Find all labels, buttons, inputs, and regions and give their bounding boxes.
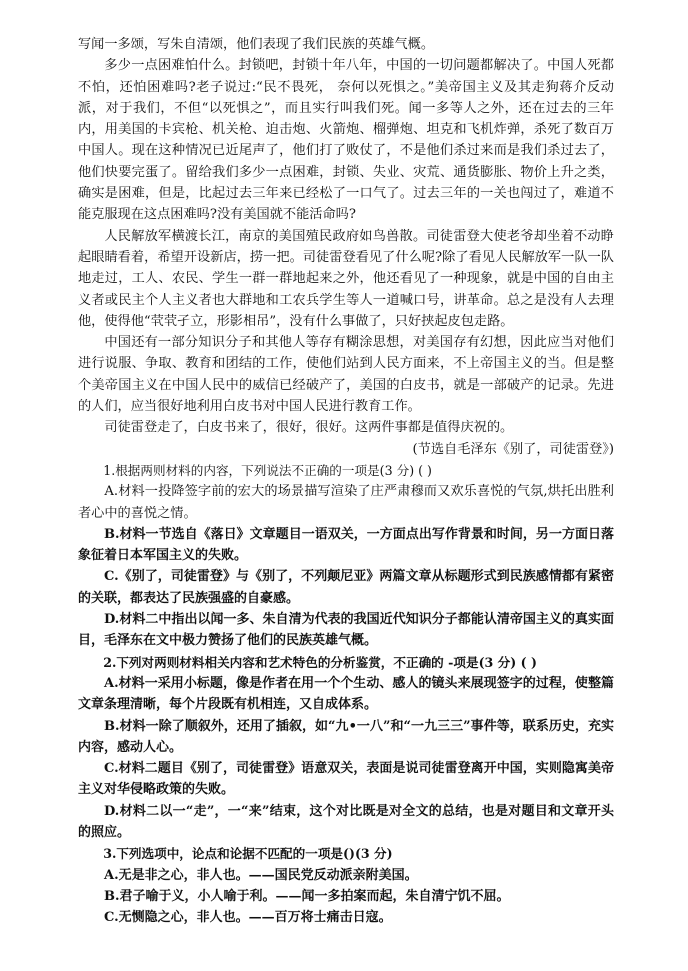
question-3-option-b: B.君子喻于义，小人喻于利。——闻一多拍案而起，朱自清宁饥不屈。 — [104, 888, 510, 904]
passage-paragraph-2: 人民解放军横渡长江，南京的美国殖民政府如鸟兽散。司徒雷登大使老爷却坐着不动睁起眼睛看着，希望开设新店，捞一把。司徒雷登看见了什么呢?除了看见人民解放军一队一队地走过，工人、农民、学生一群一群地起来之外，他还看见了一种现象，就是中国的自由主义者或民主个人主义者也大群地和工农兵学生等人一道喊口号，讲革命。总之是没有人去理他，使得他“茕茕孑立，形影相吊”，没有什么事做了，只好挟起皮包走路。 — [78, 228, 614, 329]
question-3-stem: 3.下列选项中，论点和论据不匹配的一项是()(3 分) — [103, 846, 393, 862]
question-2-stem: 2.下列对两则材料相关内容和艺术特色的分析鉴赏，不正确的 -项是(3 分) ( ) — [103, 654, 537, 670]
passage-paragraph-3: 中国还有一部分知识分子和其他人等存有糊涂思想，对美国存有幻想，因此应当对他们进行说服、争取、教育和团结的工作，使他们站到人民方面来，不上帝国主义的当。但是整个美帝国主义在中国人民中的威信已经破产了，美国的白皮书，就是一部破产的记录。先进的人们，应当很好地利用白皮书对中国人民进行教育工作。 — [78, 335, 614, 415]
passage-paragraph-4: 司徒雷登走了，白皮书来了，很好，很好。这两件事都是值得庆祝的。 — [104, 420, 514, 436]
question-2-option-d: D.材料二以一“走”，一“来”结束，这个对比既是对全文的总结，也是对题目和文章开头的照应。 — [78, 803, 614, 840]
question-1-stem: 1.根据两则材料的内容，下列说法不正确的一项是(3 分) ( ) — [103, 462, 432, 478]
question-2-option-b: B.材料一除了顺叙外，还用了插叙，如“九•一八”和“一九三三”事件等，联系历史，充实内容，感动人心。 — [78, 718, 614, 755]
question-3-option-a: A.无是非之心，非人也。——国民党反动派亲附美国。 — [104, 867, 418, 883]
question-2-option-a: A.材料一采用小标题，像是作者在用一个个生动、感人的镜头来展现签字的过程，使整篇文章条理清晰，每个片段既有机相连，又自成体系。 — [78, 675, 614, 713]
question-1-option-b: B.材料一节选自《落日》文章题目一语双关，一方面点出写作背景和时间，另一方面日落象征着日本军国主义的失败。 — [78, 526, 614, 564]
passage-paragraph-0: 写闻一多颂，写朱自清颂，他们表现了我们民族的英雄气概。 — [78, 37, 435, 52]
question-3-option-c: C.无恻隐之心，非人也。——百万将士痛击日寇。 — [104, 910, 392, 926]
passage-paragraph-1: 多少一点困难怕什么。封锁吧，封锁十年八年，中国的一切问题都解决了。中国人死都不怕，还怕困难吗?老子说过:“民不畏死， 奈何以死惧之。”美帝国主义及其走狗蒋介反动派，对于我们，不但“以死惧之”，而且实行叫我们死。闻一多等人之外，还在过去的三年内，用美国的卡宾枪、机关枪、迫击炮、火箭炮、榴弹炮、坦克和飞机炸弹，杀死了数百万中国人。现在这种情况已近尾声了，他们打了败仗了，不是他们杀过来而是我们杀过去了，他们快要完蛋了。留给我们多少一点困难，封锁、失业、灾荒、通货膨胀、物价上升之类，确实是困难，但是，比起过去三年来已经松了一口气了。过去三年的一关也闯过了，难道不能克服现在这点困难吗?没有美国就不能活命吗? — [78, 58, 614, 223]
question-1-option-c: C.《别了，司徒雷登》与《别了，不列颠尼亚》两篇文章从标题形式到民族感情都有紧密的关联，都表达了民族强盛的自豪感。 — [78, 569, 614, 606]
question-1-option-d: D.材料二中指出以闻一多、朱自清为代表的我国近代知识分子都能认清帝国主义的真实面目，毛泽东在文中极力赞扬了他们的民族英雄气概。 — [78, 612, 614, 649]
question-1-option-a: A.材料一投降签字前的宏大的场景描写渲染了庄严肃穆而又欢乐喜悦的气氛,烘托出胜利者心中的喜悦之情。 — [78, 484, 614, 521]
passage-source: (节选自毛泽东《别了，司徒雷登》) — [412, 441, 614, 457]
question-2-option-c: C.材料二题目《别了，司徒雷登》语意双关，表面是说司徒雷登离开中国，实则隐寓美帝主义对华侵略政策的失败。 — [78, 761, 614, 798]
